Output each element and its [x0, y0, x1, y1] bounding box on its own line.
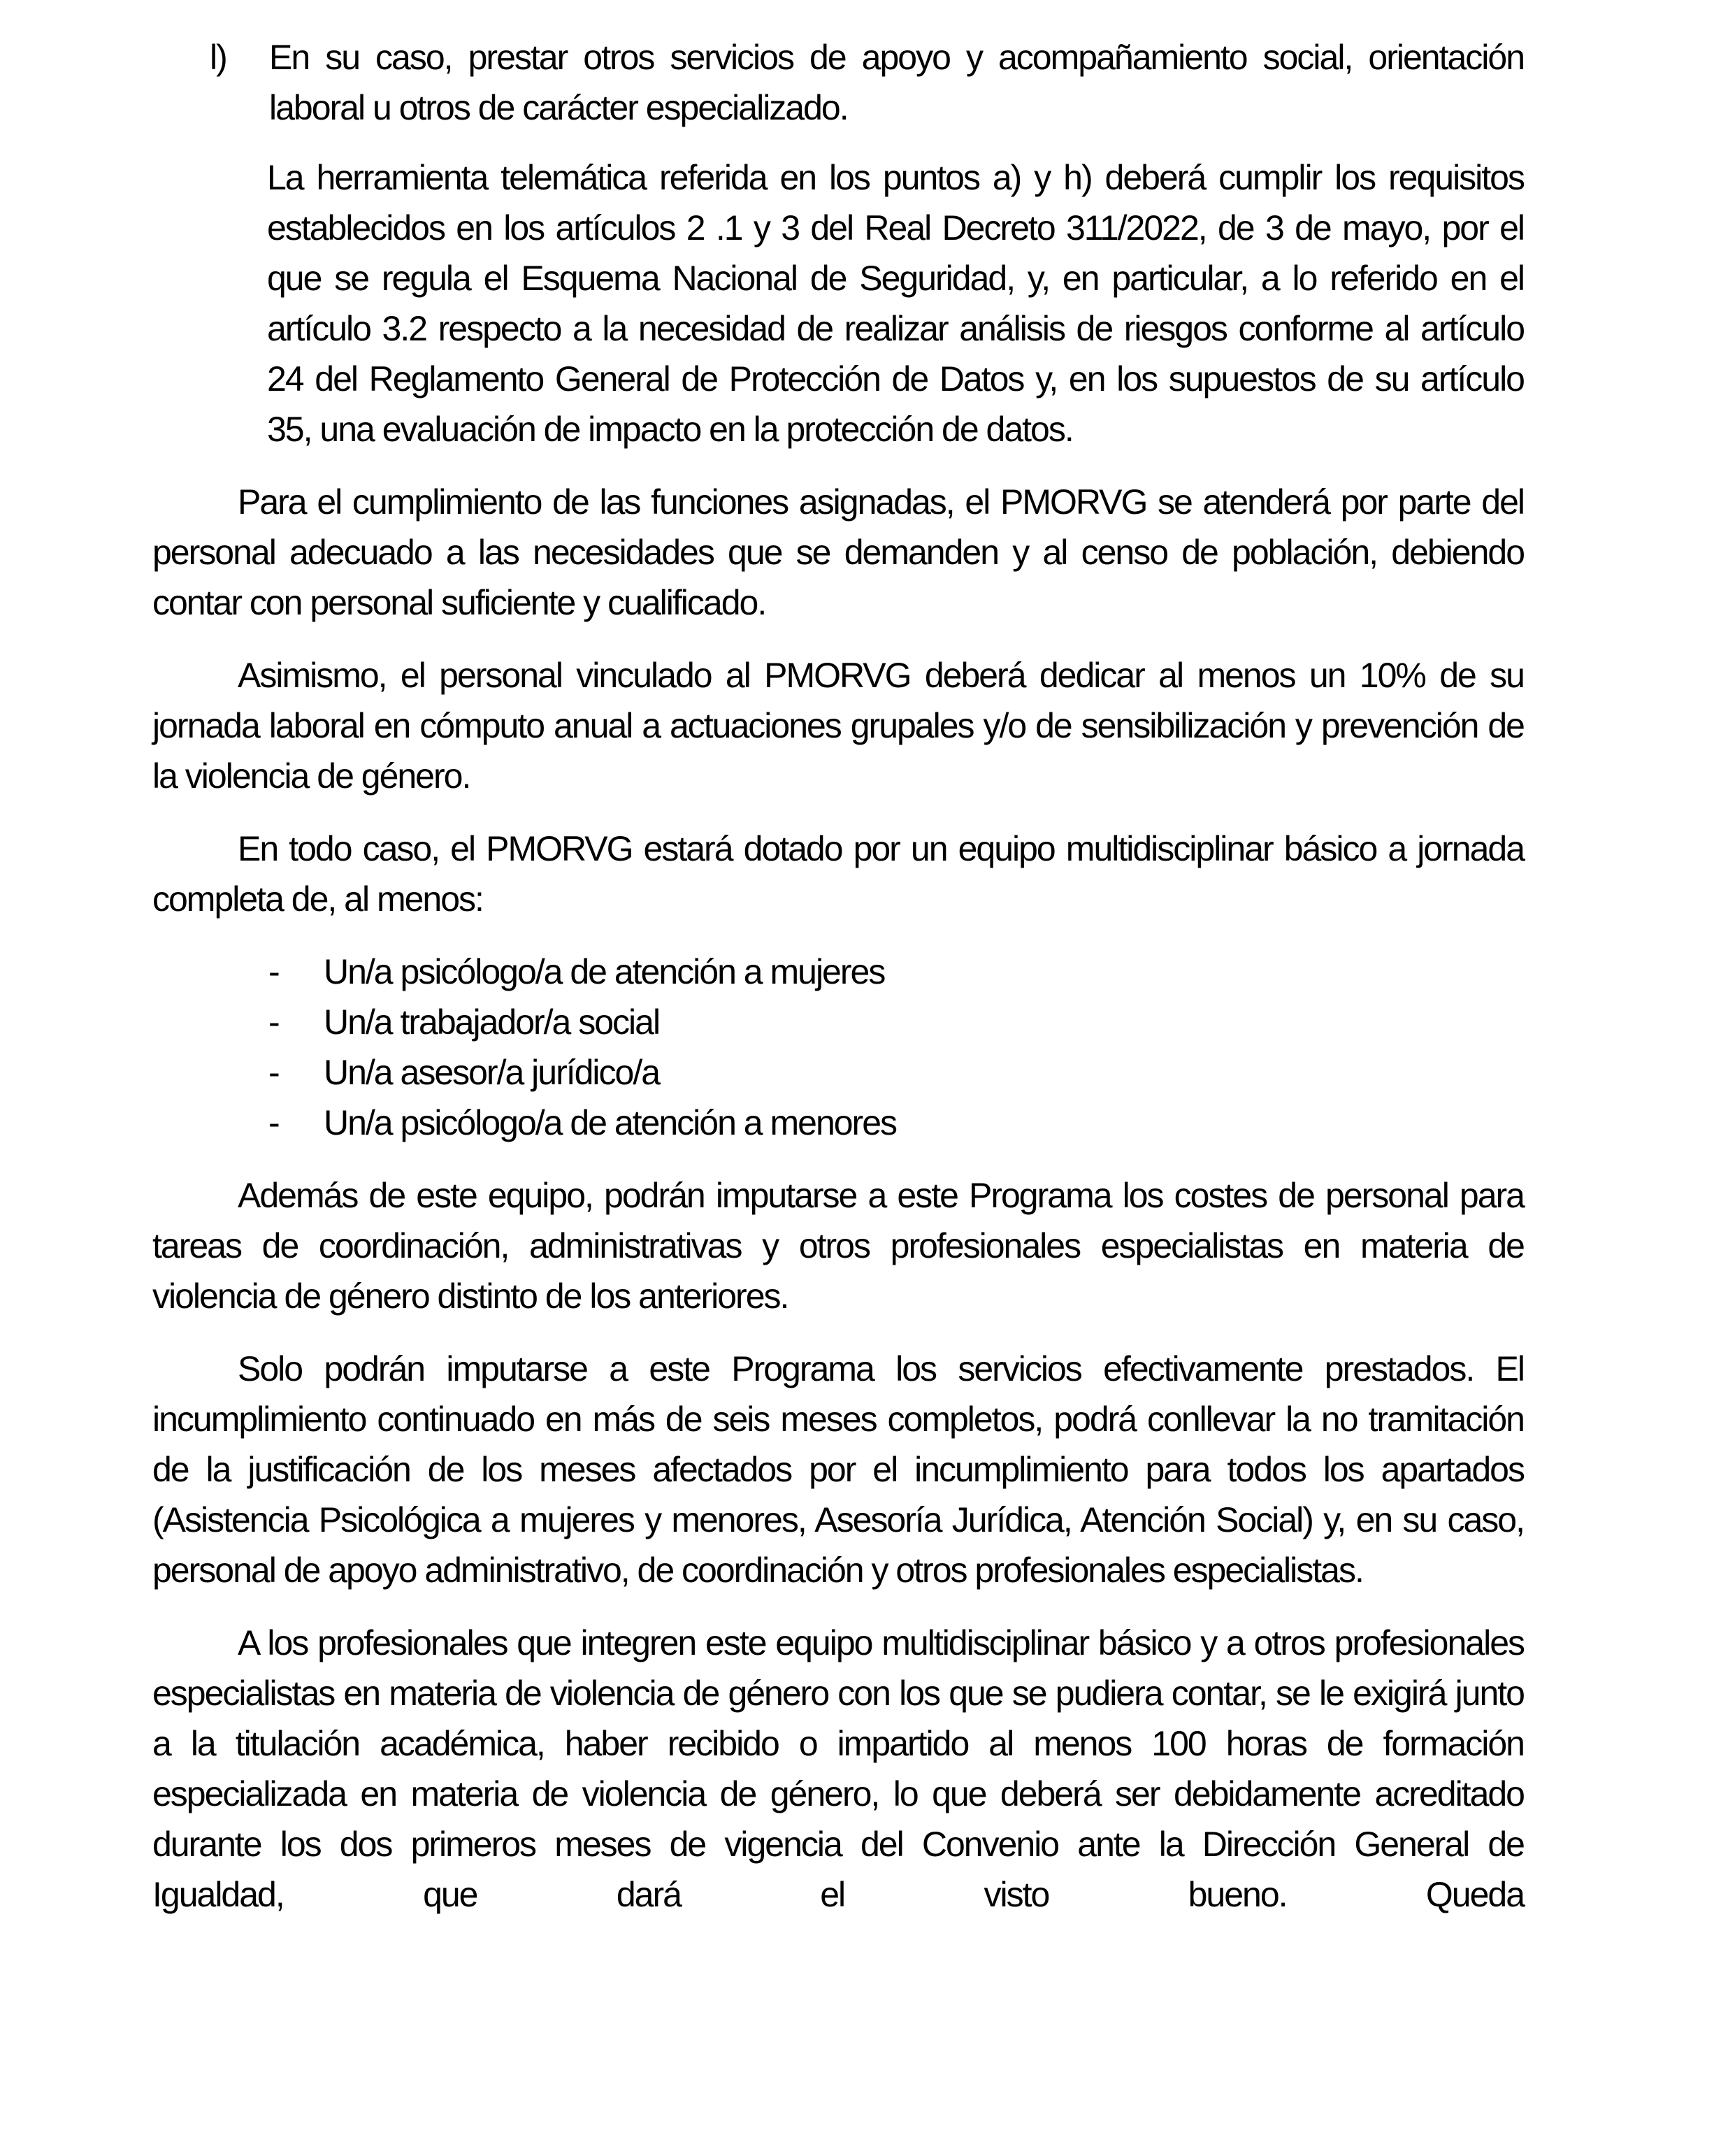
- paragraph-profesionales-formacion: A los profesionales que integren este equipo multidisciplinar básico y a otros profesionales especialistas en materia de violencia de género con los que se pudiera contar, se le exigirá junto a la titulación académica, haber recibido o impartido al menos 100 horas de formación especializada en materia de violencia de género, lo que deberá ser debidamente acreditado durante los dos primeros meses de vigencia del Convenio ante la Dirección General de Igualdad, que dará el visto bueno. Queda: [152, 1623, 1524, 1914]
- dash-bullet: -: [268, 1053, 279, 1092]
- paragraph-en-todo-caso: En todo caso, el PMORVG estará dotado por un equipo multidisciplinar básico a jornada completa de, al menos:: [152, 829, 1524, 919]
- list-item: [152, 1098, 1524, 1148]
- dash-bullet: -: [268, 1103, 279, 1142]
- paragraph-cumplimiento-funciones: Para el cumplimiento de las funciones asignadas, el PMORVG se atenderá por parte del personal adecuado a las necesidades que se demanden y al censo de población, debiendo contar con personal suficiente y cualificado.: [152, 482, 1524, 622]
- list-item-text: Un/a psicólogo/a de atención a mujeres: [324, 952, 885, 991]
- dash-bullet: -: [268, 952, 279, 991]
- list-item-text: Un/a asesor/a jurídico/a: [324, 1053, 660, 1092]
- list-item-text: Un/a trabajador/a social: [324, 1002, 660, 1042]
- list-item: [152, 1047, 1524, 1098]
- dash-bullet: -: [268, 1002, 279, 1042]
- list-item-text: Un/a psicólogo/a de atención a menores: [324, 1103, 897, 1142]
- list-item: [152, 997, 1524, 1047]
- list-item-l-marker: l): [210, 38, 226, 77]
- paragraph-herramienta-telematica: La herramienta telemática referida en los puntos a) y h) deberá cumplir los requisitos establecidos en los artículos 2 .1 y 3 del Real Decreto 311/2022, de 3 de mayo, por el que se regula el Esquema Nacional de Seguridad, y, en particular, a lo referido en el artículo 3.2 respecto a la necesidad de realizar análisis de riesgos conforme al artículo 24 del Reglamento General de Protección de Datos y, en los supuestos de su artículo 35, una evaluación de impacto en la protección de datos.: [267, 158, 1524, 449]
- list-item-l-text: En su caso, prestar otros servicios de apoyo y acompañamiento social, orientación laboral u otros de carácter especializado.: [269, 38, 1524, 127]
- list-item: [152, 947, 1524, 997]
- equipo-multidisciplinar-list: [152, 947, 1524, 1148]
- paragraph-asimismo-personal: Asimismo, el personal vinculado al PMORVG deberá dedicar al menos un 10% de su jornada laboral en cómputo anual a actuaciones grupales y/o de sensibilización y prevención de la violencia de género.: [152, 656, 1524, 796]
- list-item-l: [152, 32, 1524, 133]
- paragraph-ademas-equipo: Además de este equipo, podrán imputarse a este Programa los costes de personal para tareas de coordinación, administrativas y otros profesionales especialistas en materia de violencia de género distinto de los anteriores.: [152, 1176, 1524, 1316]
- paragraph-solo-podran-imputarse: Solo podrán imputarse a este Programa los servicios efectivamente prestados. El incumplimiento continuado en más de seis meses completos, podrá conllevar la no tramitación de la justificación de los meses afectados por el incumplimiento para todos los apartados (Asistencia Psicológica a mujeres y menores, Asesoría Jurídica, Atención Social) y, en su caso, personal de apoyo administrativo, de coordinación y otros profesionales especialistas.: [152, 1349, 1524, 1590]
